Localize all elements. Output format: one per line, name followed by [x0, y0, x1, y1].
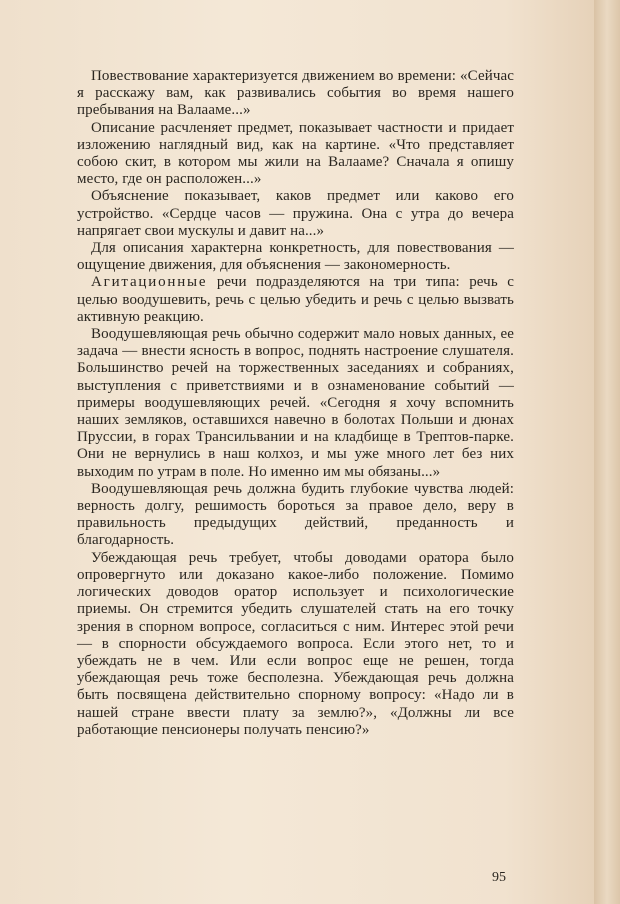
paragraph-characteristics — [77, 240, 514, 274]
paragraph-inspiring-speech — [77, 326, 514, 481]
page-edge — [594, 0, 620, 904]
paragraph-text: Убеждающая речь требует, чтобы доводами оратора было опровергнуто или доказано какое-либо положение. Помимо логических доводов оратор использует и психологические приемы. Он стремится убедить слушателей стать на его точку зрения в спорном вопросе, согласиться с ним. Интерес этой речи — в спорности обсуждаемого вопроса. Если этого нет, то и убеждать не в чем. Или если вопрос еще не решен, тогда убеждающая речь тоже бесполезна. Убеждающая речь должна быть посвящена действительно спорному вопросу: «Надо ли в нашей стране ввести плату за землю?», «Должны ли все работающие пенсионеры получать пенсию?» — [77, 549, 514, 738]
paragraph-text: Воодушевляющая речь должна будить глубокие чувства людей: верность долгу, решимость бороться за правое дело, веру в правильность предыдущих действий, преданность и благодарность. — [77, 480, 514, 549]
paragraph-inspiring-feelings — [77, 481, 514, 550]
paragraph-explanation — [77, 188, 514, 240]
paragraph-description — [77, 120, 514, 189]
body-text — [77, 68, 514, 739]
paragraph-text: Повествование характеризуется движением во времени: «Сейчас я расскажу вам, как развивались события во время нашего пребывания на Валааме...» — [77, 68, 514, 119]
paragraph-agitation — [77, 274, 514, 326]
paragraph-text: Воодушевляющая речь обычно содержит мало новых данных, ее задача — внести ясность в вопрос, поднять настроение слушателя. Большинство речей на торжественных заседаниях и собраниях, выступления с приветствиями и в ознаменование событий — примеры воодушевляющих речей. «Сегодня я хочу вспомнить наших земляков, оставшихся навечно в болотах Польши и дюнах Пруссии, в горах Трансильвании и на кладбище в Трептов-парке. Они не вернулись в наш колхоз, и мы уже много лет без них выходим по утрам в поле. Но именно им мы обязаны...» — [77, 326, 514, 480]
paragraph-text: Описание расчленяет предмет, показывает частности и придает изложению наглядный вид, как на картине. «Что представляет собою скит, в котором мы жили на Валааме? Сначала я опишу место, где он расположен...» — [77, 119, 514, 188]
paragraph-narration — [77, 68, 514, 120]
page-number: 95 — [492, 870, 506, 885]
paragraph-text: речи подразделяются на три типа: речь с целью воодушевить, речь с целью убедить и речь с целью вызвать активную реакцию. — [77, 274, 514, 325]
paragraph-persuasive-speech — [77, 550, 514, 739]
spaced-term: Агитационные — [91, 274, 208, 291]
paragraph-text: Объяснение показывает, каков предмет или каково его устройство. «Сердце часов — пружина. Она с утра до вечера напрягает свои мускулы и давит на...» — [77, 188, 514, 239]
paragraph-text: Для описания характерна конкретность, для повествования — ощущение движения, для объяснения — закономерность. — [77, 240, 514, 274]
